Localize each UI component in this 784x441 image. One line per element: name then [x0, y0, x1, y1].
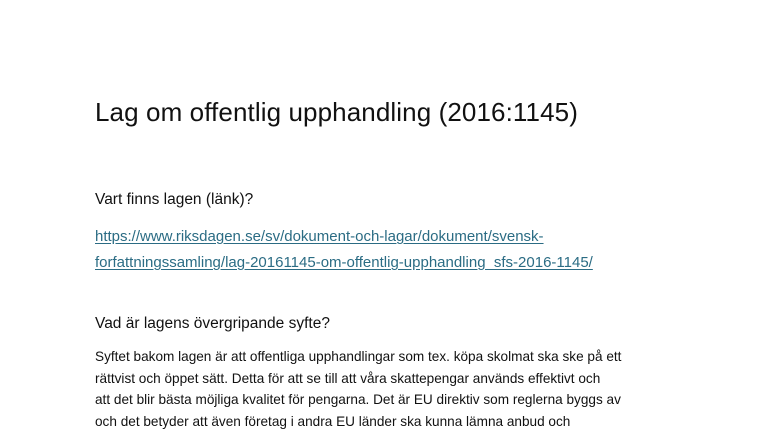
- law-link-block: [95, 224, 735, 276]
- law-link-line-2[interactable]: forfattningssamling/lag-20161145-om-offentlig-upphandling_sfs-2016-1145/: [95, 254, 593, 271]
- paragraph-line: Syftet bakom lagen är att offentliga upphandlingar som tex. köpa skolmat ska ske på ett: [95, 349, 622, 364]
- law-location-heading: Vart finns lagen (länk)?: [95, 191, 254, 208]
- paragraph-line: att det blir bästa möjliga kvalitet för pengarna. Det är EU direktiv som reglerna byggs av: [95, 392, 621, 407]
- law-link-line-1[interactable]: https://www.riksdagen.se/sv/dokument-och-lagar/dokument/svensk-: [95, 228, 544, 245]
- law-purpose-heading: Vad är lagens övergripande syfte?: [95, 315, 330, 332]
- law-purpose-paragraph: [95, 346, 715, 432]
- paragraph-line: rättvist och öppet sätt. Detta för att se till att våra skattepengar används effektivt och: [95, 370, 601, 386]
- page-title: Lag om offentlig upphandling (2016:1145): [95, 97, 578, 127]
- paragraph-line: och det betyder att även företag i andra EU länder ska kunna lämna anbud och: [95, 413, 571, 429]
